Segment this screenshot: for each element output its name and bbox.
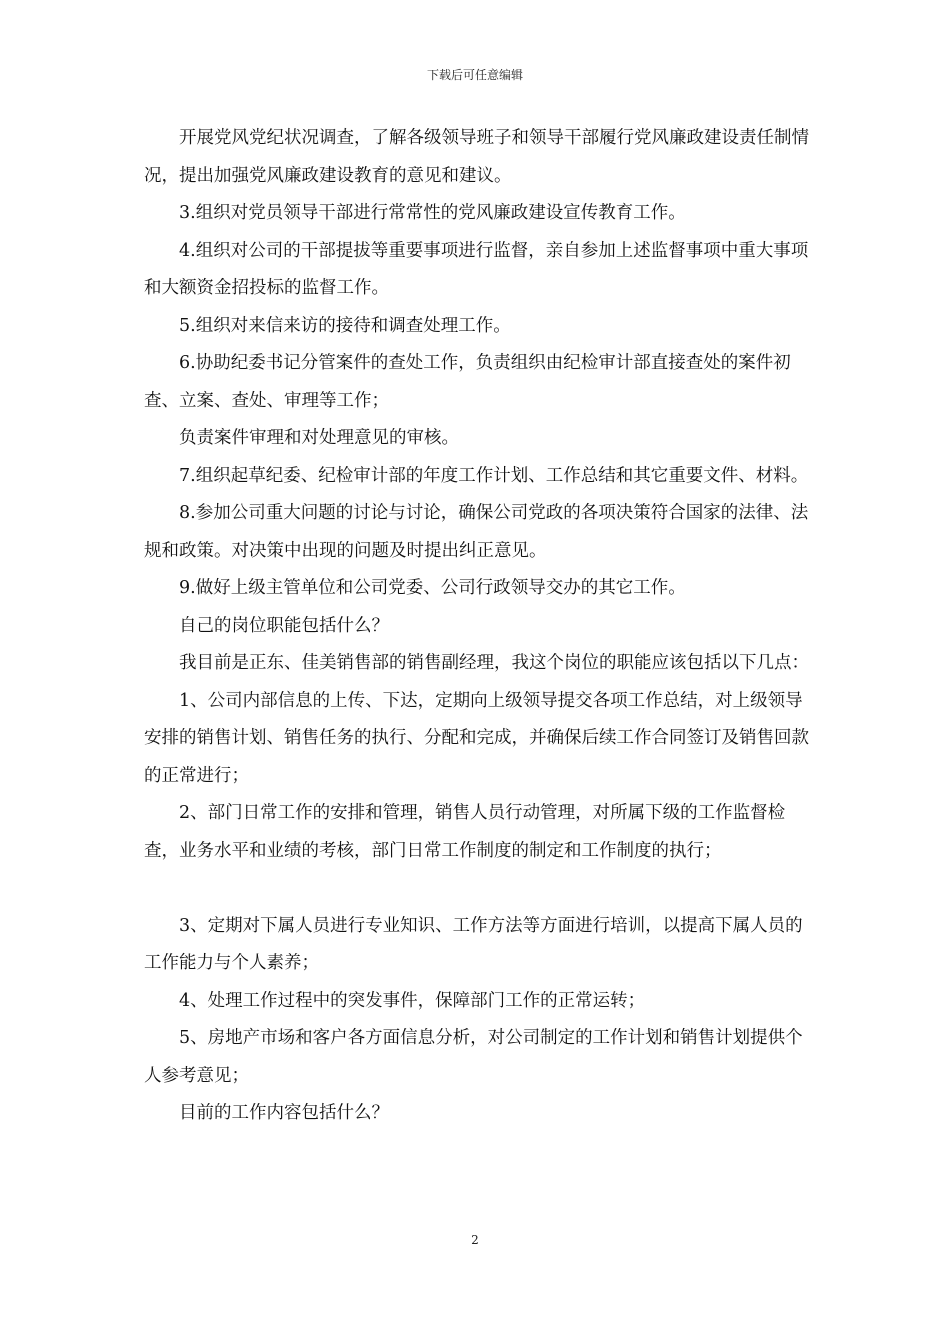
page-number: 2 [471, 1233, 479, 1247]
paragraph: 开展党风党纪状况调查，了解各级领导班子和领导干部履行党风廉政建设责任制情况，提出加强党风廉政建设教育的意见和建议。 [144, 128, 809, 186]
paragraph: 6.协助纪委书记分管案件的查处工作，负责组织由纪检审计部直接查处的案件初查、立案、查处、审理等工作； [144, 353, 791, 411]
list-item: 4、处理工作过程中的突发事件，保障部门工作的正常运转； [179, 990, 646, 1011]
list-item: 5、房地产市场和客户各方面信息分析，对公司制定的工作计划和销售计划提供个人参考意见； [144, 1028, 803, 1086]
page-header: 下载后可任意编辑 [426, 68, 523, 82]
list-item: 1、公司内部信息的上传、下达，定期向上级领导提交各项工作总结，对上级领导安排的销售计划、销售任务的执行、分配和完成，并确保后续工作合同签订及销售回款的正常进行； [144, 690, 809, 786]
section-question: 自己的岗位职能包括什么？ [179, 615, 389, 636]
list-item: 3、定期对下属人员进行专业知识、工作方法等方面进行培训，以提高下属人员的工作能力与个人素养； [144, 915, 803, 973]
paragraph: 9.做好上级主管单位和公司党委、公司行政领导交办的其它工作。 [179, 578, 686, 598]
paragraph: 负责案件审理和对处理意见的审核。 [179, 428, 459, 448]
paragraph: 我目前是正东、佳美销售部的销售副经理，我这个岗位的职能应该包括以下几点： [179, 653, 809, 673]
paragraph: 5.组织对来信来访的接待和调查处理工作。 [179, 315, 511, 336]
paragraph: 3.组织对党员领导干部进行常常性的党风廉政建设宣传教育工作。 [179, 203, 686, 223]
document-body [144, 120, 820, 1133]
list-item: 2、部门日常工作的安排和管理，销售人员行动管理，对所属下级的工作监督检查，业务水平和业绩的考核，部门日常工作制度的制定和工作制度的执行； [144, 803, 786, 861]
paragraph: 4.组织对公司的干部提拔等重要事项进行监督，亲自参加上述监督事项中重大事项和大额资金招投标的监督工作。 [144, 240, 809, 298]
section-question: 目前的工作内容包括什么？ [179, 1103, 389, 1123]
paragraph: 7.组织起草纪委、纪检审计部的年度工作计划、工作总结和其它重要文件、材料。 [179, 465, 809, 486]
paragraph: 8.参加公司重大问题的讨论与讨论，确保公司党政的各项决策符合国家的法律、法规和政策。对决策中出现的问题及时提出纠正意见。 [144, 503, 809, 561]
